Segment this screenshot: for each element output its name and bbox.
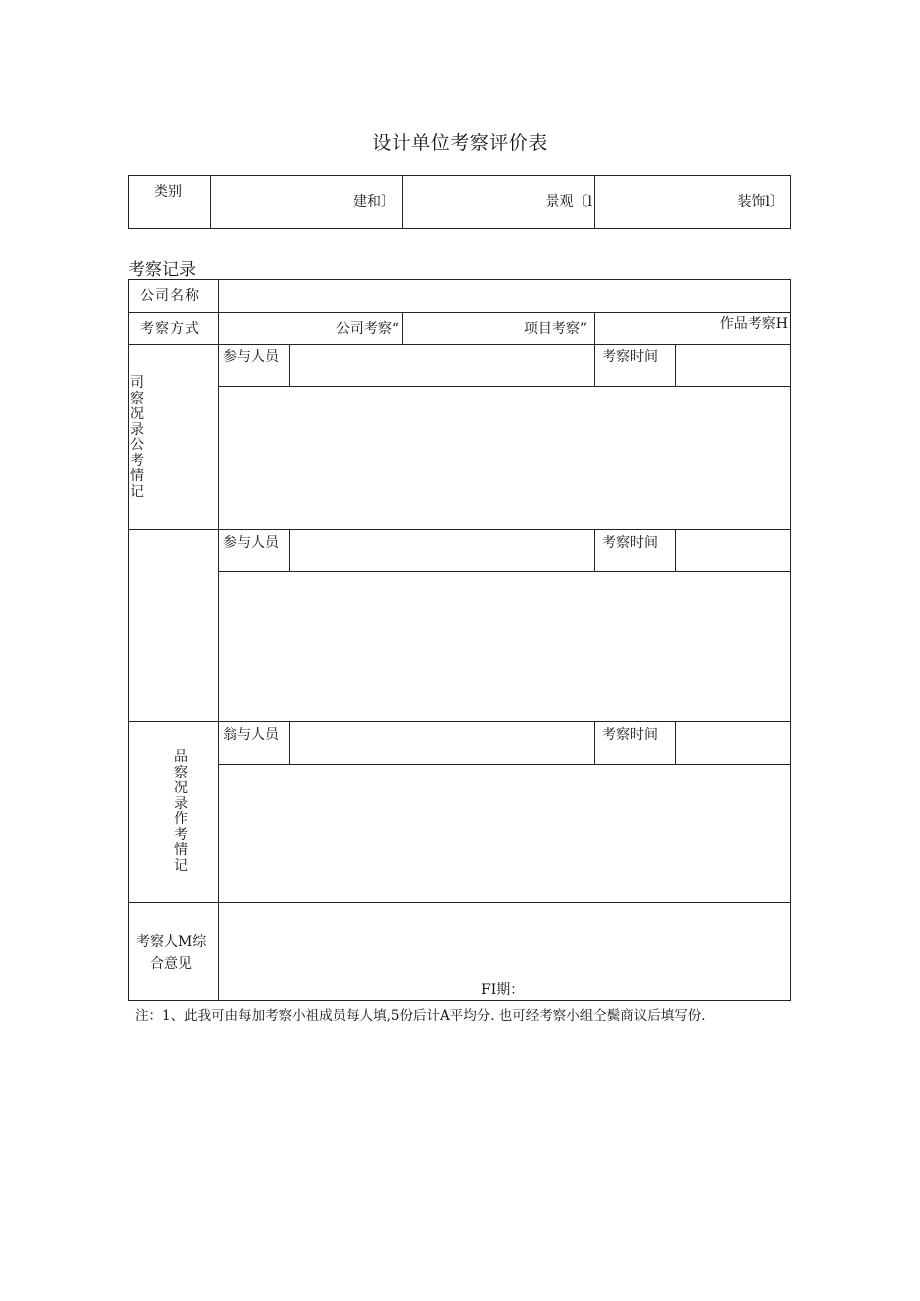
- block3-side-label: 品察况录作考情记: [174, 749, 188, 874]
- block3-time-field[interactable]: [677, 723, 788, 762]
- category-option-landscape[interactable]: 景观〔l: [545, 194, 592, 210]
- date-label: FI期：: [481, 982, 525, 998]
- block2-participants-field[interactable]: [291, 531, 592, 569]
- opinion-label-line2: 合意见: [150, 956, 192, 972]
- method-option-project[interactable]: 项目考察”: [523, 321, 587, 337]
- block1-side-label: 司察况录公考情记: [130, 375, 144, 500]
- method-label: 考察方式: [140, 321, 200, 337]
- block2-participants-label: 参与人员: [223, 535, 279, 551]
- footnote: 注：1、此我可由每加考察小祖成员每人填,5份后计A平均分. 也可经考察小组仝鬓商议后填写份.: [135, 1008, 706, 1024]
- record-heading: 考察记录: [128, 260, 196, 280]
- method-option-company[interactable]: 公司考察“: [335, 321, 399, 337]
- page-title: 设计单位考察评价表: [372, 132, 548, 154]
- opinion-field[interactable]: [220, 904, 788, 976]
- block1-notes-field[interactable]: [220, 388, 788, 527]
- method-option-works[interactable]: 作品考察H: [719, 316, 788, 332]
- block1-time-label: 考察时间: [602, 349, 658, 365]
- category-option-architecture[interactable]: 建和〕: [353, 194, 395, 210]
- category-label: 类别: [154, 184, 182, 200]
- block1-time-field[interactable]: [677, 346, 788, 384]
- category-option-decoration[interactable]: 装饰l〕: [737, 194, 784, 210]
- company-name-field[interactable]: [220, 281, 788, 310]
- opinion-label-line1: 考察人M综: [136, 934, 207, 950]
- block2-notes-field[interactable]: [220, 573, 788, 719]
- block3-notes-field[interactable]: [220, 766, 788, 900]
- block1-participants-label: 参与人员: [223, 349, 279, 365]
- block1-participants-field[interactable]: [291, 346, 592, 384]
- block3-participants-label: 翁与人员: [223, 727, 279, 743]
- block2-time-label: 考察时间: [602, 535, 658, 551]
- company-name-label: 公司名称: [140, 288, 200, 304]
- block3-time-label: 考察时间: [602, 727, 658, 743]
- block3-participants-field[interactable]: [291, 723, 592, 762]
- block2-time-field[interactable]: [677, 531, 788, 569]
